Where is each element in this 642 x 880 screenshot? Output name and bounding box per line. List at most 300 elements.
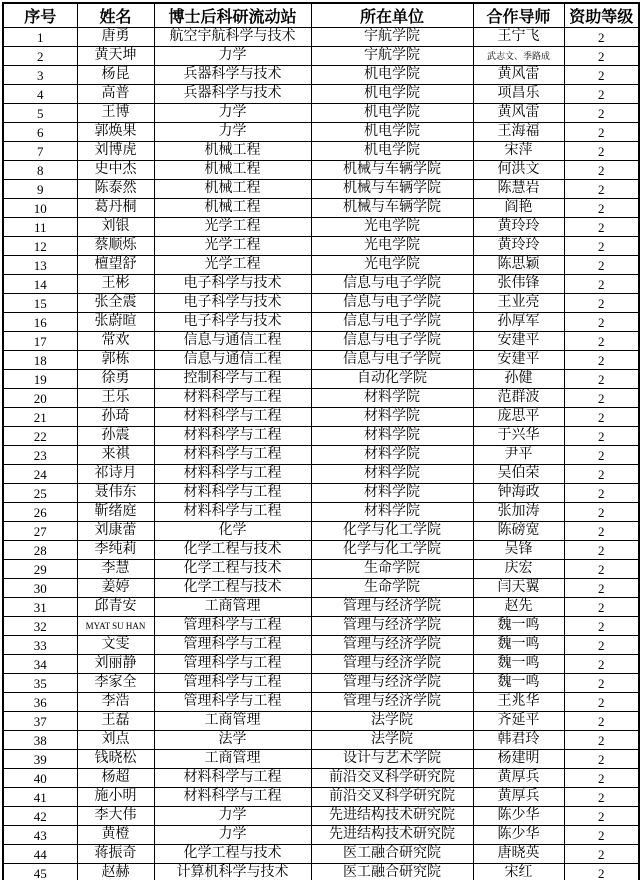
cell-advisor: 何洪文 <box>473 161 564 180</box>
cell-fund-level: 2 <box>564 237 639 256</box>
cell-station: 化学 <box>154 522 311 541</box>
cell-advisor: 杨建明 <box>473 750 564 769</box>
cell-advisor: 于兴华 <box>473 427 564 446</box>
table-row <box>3 750 639 769</box>
cell-unit: 前沿交叉科学研究院 <box>311 788 473 807</box>
cell-name: 李家全 <box>77 674 154 693</box>
cell-advisor: 魏一鸣 <box>473 636 564 655</box>
table-row <box>3 598 639 617</box>
cell-unit: 先进结构技术研究院 <box>311 826 473 845</box>
cell-station: 机械工程 <box>154 199 311 218</box>
cell-name: 赵赫 <box>77 864 154 880</box>
cell-name: 杨昆 <box>77 66 154 85</box>
table-row <box>3 522 639 541</box>
cell-seq: 29 <box>3 560 77 579</box>
cell-unit: 机电学院 <box>311 123 473 142</box>
cell-name: 徐勇 <box>77 370 154 389</box>
cell-advisor: 项昌乐 <box>473 85 564 104</box>
table-row <box>3 351 639 370</box>
table-row <box>3 465 639 484</box>
cell-station: 管理科学与工程 <box>154 655 311 674</box>
cell-station: 光学工程 <box>154 218 311 237</box>
cell-advisor: 魏一鸣 <box>473 655 564 674</box>
cell-seq: 45 <box>3 864 77 880</box>
cell-name: 来祺 <box>77 446 154 465</box>
cell-fund-level: 2 <box>564 427 639 446</box>
cell-advisor: 武志文、季路成 <box>473 47 564 66</box>
cell-advisor: 唐晓英 <box>473 845 564 864</box>
table-row <box>3 161 639 180</box>
cell-name: 刘康蕾 <box>77 522 154 541</box>
table-row <box>3 199 639 218</box>
cell-advisor: 黄风雷 <box>473 66 564 85</box>
cell-advisor: 陈思颖 <box>473 256 564 275</box>
cell-fund-level: 2 <box>564 446 639 465</box>
cell-station: 材料科学与工程 <box>154 769 311 788</box>
table-row <box>3 731 639 750</box>
cell-unit: 机电学院 <box>311 66 473 85</box>
cell-seq: 9 <box>3 180 77 199</box>
cell-seq: 23 <box>3 446 77 465</box>
cell-seq: 8 <box>3 161 77 180</box>
table-row <box>3 864 639 880</box>
cell-name: 常欢 <box>77 332 154 351</box>
cell-name: 刘银 <box>77 218 154 237</box>
cell-advisor: 韩君玲 <box>473 731 564 750</box>
cell-fund-level: 2 <box>564 617 639 636</box>
cell-station: 机械工程 <box>154 142 311 161</box>
table-row <box>3 180 639 199</box>
cell-advisor: 庆宏 <box>473 560 564 579</box>
cell-unit: 化学与化工学院 <box>311 541 473 560</box>
cell-station: 材料科学与工程 <box>154 427 311 446</box>
cell-seq: 4 <box>3 85 77 104</box>
cell-fund-level: 2 <box>564 579 639 598</box>
cell-station: 管理科学与工程 <box>154 693 311 712</box>
cell-station: 电子科学与技术 <box>154 313 311 332</box>
cell-seq: 13 <box>3 256 77 275</box>
cell-advisor: 王业亮 <box>473 294 564 313</box>
cell-seq: 21 <box>3 408 77 427</box>
cell-seq: 18 <box>3 351 77 370</box>
cell-fund-level: 2 <box>564 465 639 484</box>
cell-seq: 14 <box>3 275 77 294</box>
cell-fund-level: 2 <box>564 332 639 351</box>
cell-unit: 医工融合研究院 <box>311 864 473 880</box>
cell-unit: 自动化学院 <box>311 370 473 389</box>
cell-advisor: 王兆华 <box>473 693 564 712</box>
cell-unit: 信息与电子学院 <box>311 313 473 332</box>
table-row <box>3 826 639 845</box>
cell-advisor: 陈少华 <box>473 826 564 845</box>
cell-fund-level: 2 <box>564 826 639 845</box>
table-row <box>3 313 639 332</box>
cell-unit: 材料学院 <box>311 484 473 503</box>
cell-fund-level: 2 <box>564 313 639 332</box>
cell-seq: 7 <box>3 142 77 161</box>
cell-advisor: 黄厚兵 <box>473 788 564 807</box>
cell-name: 张全震 <box>77 294 154 313</box>
cell-name: 刘丽静 <box>77 655 154 674</box>
cell-fund-level: 2 <box>564 123 639 142</box>
cell-unit: 光电学院 <box>311 218 473 237</box>
cell-unit: 材料学院 <box>311 465 473 484</box>
cell-fund-level: 2 <box>564 655 639 674</box>
cell-station: 管理科学与工程 <box>154 674 311 693</box>
table-row <box>3 446 639 465</box>
cell-name: 邱青安 <box>77 598 154 617</box>
column-header-station: 博士后科研流动站 <box>154 3 311 28</box>
cell-unit: 管理与经济学院 <box>311 636 473 655</box>
cell-fund-level: 2 <box>564 218 639 237</box>
cell-name: 杨超 <box>77 769 154 788</box>
cell-fund-level: 2 <box>564 104 639 123</box>
cell-unit: 光电学院 <box>311 237 473 256</box>
cell-unit: 管理与经济学院 <box>311 617 473 636</box>
cell-name: 文雯 <box>77 636 154 655</box>
cell-seq: 19 <box>3 370 77 389</box>
cell-name: 李纯莉 <box>77 541 154 560</box>
cell-seq: 11 <box>3 218 77 237</box>
cell-station: 工商管理 <box>154 598 311 617</box>
cell-station: 兵器科学与技术 <box>154 85 311 104</box>
cell-fund-level: 2 <box>564 693 639 712</box>
table-row <box>3 560 639 579</box>
cell-seq: 1 <box>3 28 77 47</box>
table-row <box>3 275 639 294</box>
cell-name: 刘博虎 <box>77 142 154 161</box>
cell-fund-level: 2 <box>564 503 639 522</box>
cell-station: 光学工程 <box>154 237 311 256</box>
cell-advisor: 安建平 <box>473 351 564 370</box>
cell-advisor: 范群波 <box>473 389 564 408</box>
cell-station: 化学工程与技术 <box>154 579 311 598</box>
cell-advisor: 宋萍 <box>473 142 564 161</box>
cell-fund-level: 2 <box>564 807 639 826</box>
cell-station: 电子科学与技术 <box>154 294 311 313</box>
cell-name: 陈泰然 <box>77 180 154 199</box>
cell-fund-level: 2 <box>564 769 639 788</box>
cell-fund-level: 2 <box>564 28 639 47</box>
cell-unit: 信息与电子学院 <box>311 275 473 294</box>
cell-name: 聂伟东 <box>77 484 154 503</box>
cell-advisor: 王宁飞 <box>473 28 564 47</box>
cell-unit: 机电学院 <box>311 142 473 161</box>
table-row <box>3 712 639 731</box>
table-row <box>3 503 639 522</box>
cell-fund-level: 2 <box>564 142 639 161</box>
cell-unit: 前沿交叉科学研究院 <box>311 769 473 788</box>
table-row <box>3 655 639 674</box>
table-row <box>3 541 639 560</box>
cell-unit: 管理与经济学院 <box>311 693 473 712</box>
cell-name: 王乐 <box>77 389 154 408</box>
cell-unit: 材料学院 <box>311 503 473 522</box>
cell-unit: 材料学院 <box>311 427 473 446</box>
cell-name: 施小明 <box>77 788 154 807</box>
cell-station: 控制科学与工程 <box>154 370 311 389</box>
cell-seq: 39 <box>3 750 77 769</box>
cell-name: 孙琦 <box>77 408 154 427</box>
cell-name: 王磊 <box>77 712 154 731</box>
cell-fund-level: 2 <box>564 256 639 275</box>
table-row <box>3 389 639 408</box>
table-row <box>3 617 639 636</box>
cell-name: 郭栋 <box>77 351 154 370</box>
cell-fund-level: 2 <box>564 66 639 85</box>
table-row <box>3 370 639 389</box>
cell-advisor: 吴伯荣 <box>473 465 564 484</box>
cell-fund-level: 2 <box>564 560 639 579</box>
cell-station: 材料科学与工程 <box>154 465 311 484</box>
cell-advisor: 魏一鸣 <box>473 617 564 636</box>
cell-unit: 材料学院 <box>311 389 473 408</box>
cell-seq: 22 <box>3 427 77 446</box>
cell-unit: 宇航学院 <box>311 47 473 66</box>
cell-advisor: 阎艳 <box>473 199 564 218</box>
cell-station: 光学工程 <box>154 256 311 275</box>
table-row <box>3 484 639 503</box>
cell-seq: 44 <box>3 845 77 864</box>
table-row <box>3 332 639 351</box>
cell-name: 王博 <box>77 104 154 123</box>
cell-station: 材料科学与工程 <box>154 446 311 465</box>
cell-seq: 38 <box>3 731 77 750</box>
cell-fund-level: 2 <box>564 788 639 807</box>
cell-name: 李大伟 <box>77 807 154 826</box>
cell-station: 力学 <box>154 47 311 66</box>
cell-name: 檀望舒 <box>77 256 154 275</box>
cell-station: 工商管理 <box>154 750 311 769</box>
cell-seq: 26 <box>3 503 77 522</box>
cell-unit: 材料学院 <box>311 408 473 427</box>
cell-advisor: 陈慧岩 <box>473 180 564 199</box>
cell-station: 工商管理 <box>154 712 311 731</box>
table-row <box>3 294 639 313</box>
header-row <box>3 3 639 28</box>
cell-name: 高普 <box>77 85 154 104</box>
cell-advisor: 张伟锋 <box>473 275 564 294</box>
cell-unit: 生命学院 <box>311 579 473 598</box>
cell-station: 力学 <box>154 807 311 826</box>
cell-seq: 6 <box>3 123 77 142</box>
cell-station: 航空宇航科学与技术 <box>154 28 311 47</box>
cell-unit: 管理与经济学院 <box>311 674 473 693</box>
cell-station: 化学工程与技术 <box>154 845 311 864</box>
cell-unit: 信息与电子学院 <box>311 332 473 351</box>
table-row <box>3 693 639 712</box>
cell-name: 蔡顺烁 <box>77 237 154 256</box>
cell-name: 张蔚暄 <box>77 313 154 332</box>
column-header-unit: 所在单位 <box>311 3 473 28</box>
table-row <box>3 427 639 446</box>
cell-seq: 15 <box>3 294 77 313</box>
table-row <box>3 845 639 864</box>
cell-advisor: 安建平 <box>473 332 564 351</box>
cell-station: 兵器科学与技术 <box>154 66 311 85</box>
cell-unit: 法学院 <box>311 731 473 750</box>
table-row <box>3 28 639 47</box>
cell-fund-level: 2 <box>564 541 639 560</box>
column-header-name: 姓名 <box>77 3 154 28</box>
cell-unit: 机电学院 <box>311 104 473 123</box>
cell-seq: 42 <box>3 807 77 826</box>
cell-fund-level: 2 <box>564 674 639 693</box>
cell-seq: 40 <box>3 769 77 788</box>
column-header-seq: 序号 <box>3 3 77 28</box>
cell-advisor: 黄玲玲 <box>473 237 564 256</box>
cell-seq: 3 <box>3 66 77 85</box>
cell-station: 材料科学与工程 <box>154 408 311 427</box>
cell-seq: 33 <box>3 636 77 655</box>
table-row <box>3 408 639 427</box>
cell-advisor: 陈少华 <box>473 807 564 826</box>
cell-advisor: 黄风雷 <box>473 104 564 123</box>
cell-seq: 28 <box>3 541 77 560</box>
cell-advisor: 吴锋 <box>473 541 564 560</box>
cell-station: 计算机科学与技术 <box>154 864 311 880</box>
cell-seq: 32 <box>3 617 77 636</box>
cell-fund-level: 2 <box>564 598 639 617</box>
table-row <box>3 47 639 66</box>
cell-unit: 生命学院 <box>311 560 473 579</box>
cell-fund-level: 2 <box>564 351 639 370</box>
cell-advisor: 孙健 <box>473 370 564 389</box>
cell-fund-level: 2 <box>564 845 639 864</box>
cell-name: 黄天坤 <box>77 47 154 66</box>
cell-seq: 27 <box>3 522 77 541</box>
cell-seq: 2 <box>3 47 77 66</box>
cell-fund-level: 2 <box>564 275 639 294</box>
table-row <box>3 579 639 598</box>
cell-seq: 37 <box>3 712 77 731</box>
cell-fund-level: 2 <box>564 750 639 769</box>
cell-station: 机械工程 <box>154 180 311 199</box>
cell-unit: 法学院 <box>311 712 473 731</box>
cell-advisor: 齐延平 <box>473 712 564 731</box>
cell-station: 力学 <box>154 123 311 142</box>
cell-station: 材料科学与工程 <box>154 788 311 807</box>
cell-unit: 设计与艺术学院 <box>311 750 473 769</box>
cell-fund-level: 2 <box>564 370 639 389</box>
cell-advisor: 赵先 <box>473 598 564 617</box>
cell-seq: 36 <box>3 693 77 712</box>
cell-name: 靳绪庭 <box>77 503 154 522</box>
cell-name: 李慧 <box>77 560 154 579</box>
cell-station: 材料科学与工程 <box>154 389 311 408</box>
cell-unit: 先进结构技术研究院 <box>311 807 473 826</box>
cell-station: 化学工程与技术 <box>154 560 311 579</box>
cell-fund-level: 2 <box>564 199 639 218</box>
cell-unit: 机械与车辆学院 <box>311 161 473 180</box>
cell-advisor: 陈磅宽 <box>473 522 564 541</box>
cell-fund-level: 2 <box>564 712 639 731</box>
cell-name: 蒋振奇 <box>77 845 154 864</box>
cell-seq: 10 <box>3 199 77 218</box>
cell-name: 刘点 <box>77 731 154 750</box>
cell-name: 王彬 <box>77 275 154 294</box>
cell-name: 钱晓松 <box>77 750 154 769</box>
cell-fund-level: 2 <box>564 484 639 503</box>
cell-station: 力学 <box>154 826 311 845</box>
table-row <box>3 218 639 237</box>
table-row <box>3 807 639 826</box>
cell-unit: 医工融合研究院 <box>311 845 473 864</box>
table-row <box>3 256 639 275</box>
table-row <box>3 104 639 123</box>
table-row <box>3 237 639 256</box>
table-row <box>3 85 639 104</box>
cell-station: 化学工程与技术 <box>154 541 311 560</box>
cell-name: 姜婷 <box>77 579 154 598</box>
table-row <box>3 769 639 788</box>
cell-seq: 43 <box>3 826 77 845</box>
cell-unit: 机械与车辆学院 <box>311 199 473 218</box>
cell-fund-level: 2 <box>564 294 639 313</box>
cell-advisor: 黄厚兵 <box>473 769 564 788</box>
cell-name: 李浩 <box>77 693 154 712</box>
cell-unit: 管理与经济学院 <box>311 655 473 674</box>
cell-unit: 化学与化工学院 <box>311 522 473 541</box>
cell-seq: 31 <box>3 598 77 617</box>
cell-station: 材料科学与工程 <box>154 503 311 522</box>
cell-advisor: 尹平 <box>473 446 564 465</box>
cell-station: 管理科学与工程 <box>154 617 311 636</box>
cell-station: 材料科学与工程 <box>154 484 311 503</box>
cell-seq: 35 <box>3 674 77 693</box>
cell-unit: 机电学院 <box>311 85 473 104</box>
cell-advisor: 张加涛 <box>473 503 564 522</box>
cell-station: 信息与通信工程 <box>154 332 311 351</box>
cell-name: 史中杰 <box>77 161 154 180</box>
cell-name: 黄橙 <box>77 826 154 845</box>
table-row <box>3 66 639 85</box>
cell-fund-level: 2 <box>564 408 639 427</box>
table-row <box>3 142 639 161</box>
cell-unit: 光电学院 <box>311 256 473 275</box>
cell-fund-level: 2 <box>564 161 639 180</box>
cell-fund-level: 2 <box>564 389 639 408</box>
cell-seq: 41 <box>3 788 77 807</box>
cell-fund-level: 2 <box>564 636 639 655</box>
cell-station: 信息与通信工程 <box>154 351 311 370</box>
postdoc-funding-table <box>2 2 640 880</box>
column-header-fund-level: 资助等级 <box>564 3 639 28</box>
cell-seq: 20 <box>3 389 77 408</box>
cell-name: 唐勇 <box>77 28 154 47</box>
cell-advisor: 孙厚军 <box>473 313 564 332</box>
table-row <box>3 674 639 693</box>
table-row <box>3 636 639 655</box>
cell-station: 力学 <box>154 104 311 123</box>
cell-advisor: 钟海政 <box>473 484 564 503</box>
cell-fund-level: 2 <box>564 731 639 750</box>
cell-seq: 16 <box>3 313 77 332</box>
cell-name: 郭焕果 <box>77 123 154 142</box>
cell-seq: 17 <box>3 332 77 351</box>
cell-unit: 管理与经济学院 <box>311 598 473 617</box>
cell-station: 机械工程 <box>154 161 311 180</box>
cell-unit: 宇航学院 <box>311 28 473 47</box>
cell-station: 管理科学与工程 <box>154 636 311 655</box>
cell-unit: 信息与电子学院 <box>311 294 473 313</box>
table-row <box>3 788 639 807</box>
cell-unit: 机械与车辆学院 <box>311 180 473 199</box>
cell-fund-level: 2 <box>564 85 639 104</box>
cell-seq: 5 <box>3 104 77 123</box>
cell-fund-level: 2 <box>564 522 639 541</box>
cell-fund-level: 2 <box>564 47 639 66</box>
